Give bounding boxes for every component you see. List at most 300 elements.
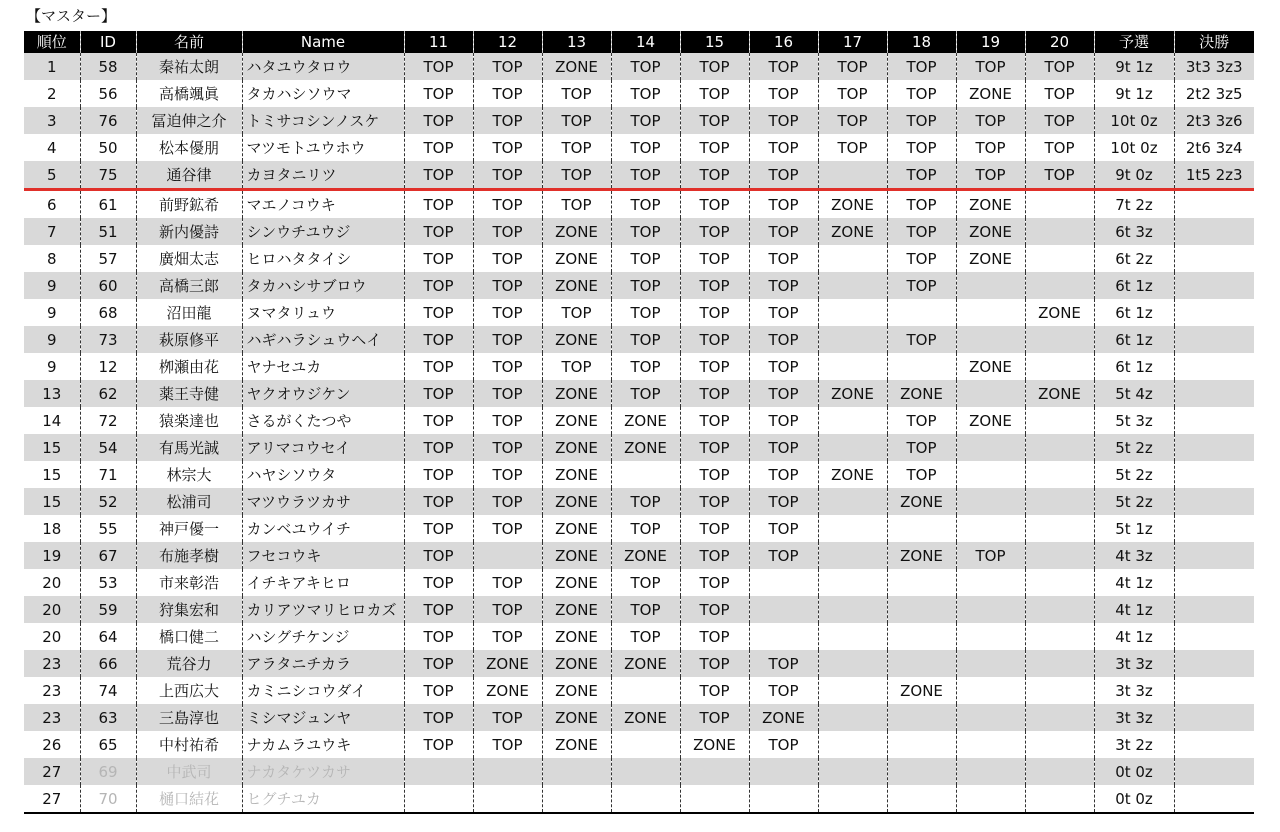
problem-12-cell[interactable]: TOP xyxy=(473,53,542,80)
problem-17-cell[interactable]: TOP xyxy=(818,53,887,80)
problem-13-cell[interactable]: ZONE xyxy=(542,245,611,272)
final-total-cell[interactable] xyxy=(1174,488,1254,515)
problem-16-cell[interactable]: TOP xyxy=(749,515,818,542)
final-total-cell[interactable]: 2t6 3z4 xyxy=(1174,134,1254,161)
problem-11-cell[interactable]: TOP xyxy=(404,53,473,80)
problem-15-cell[interactable]: TOP xyxy=(680,107,749,134)
name-cell[interactable]: 高橋颯眞 xyxy=(136,80,242,107)
final-total-cell[interactable] xyxy=(1174,326,1254,353)
problem-14-cell[interactable]: ZONE xyxy=(611,407,680,434)
problem-11-cell[interactable] xyxy=(404,758,473,785)
problem-11-cell[interactable]: TOP xyxy=(404,434,473,461)
final-total-cell[interactable] xyxy=(1174,434,1254,461)
qualifier-total-cell[interactable]: 5t 4z xyxy=(1094,380,1174,407)
qualifier-total-cell[interactable]: 6t 1z xyxy=(1094,353,1174,380)
problem-14-cell[interactable]: TOP xyxy=(611,218,680,245)
problem-16-cell[interactable]: TOP xyxy=(749,326,818,353)
rank-cell[interactable]: 27 xyxy=(24,758,80,785)
problem-15-cell[interactable]: TOP xyxy=(680,569,749,596)
problem-19-cell[interactable]: ZONE xyxy=(956,245,1025,272)
column-header[interactable]: 13 xyxy=(542,31,611,53)
qualifier-total-cell[interactable]: 3t 3z xyxy=(1094,677,1174,704)
kana-cell[interactable]: ハタユウタロウ xyxy=(242,53,404,80)
final-total-cell[interactable] xyxy=(1174,785,1254,813)
problem-15-cell[interactable]: TOP xyxy=(680,272,749,299)
rank-cell[interactable]: 15 xyxy=(24,488,80,515)
problem-18-cell[interactable] xyxy=(887,704,956,731)
problem-19-cell[interactable]: TOP xyxy=(956,53,1025,80)
name-cell[interactable]: 萩原修平 xyxy=(136,326,242,353)
kana-cell[interactable]: マエノコウキ xyxy=(242,190,404,219)
problem-20-cell[interactable] xyxy=(1025,190,1094,219)
rank-cell[interactable]: 3 xyxy=(24,107,80,134)
problem-15-cell[interactable]: TOP xyxy=(680,299,749,326)
kana-cell[interactable]: カヨタニリツ xyxy=(242,161,404,190)
name-cell[interactable]: 市来彰浩 xyxy=(136,569,242,596)
kana-cell[interactable]: ハヤシソウタ xyxy=(242,461,404,488)
id-cell[interactable]: 63 xyxy=(80,704,136,731)
rank-cell[interactable]: 9 xyxy=(24,272,80,299)
name-cell[interactable]: 樋口結花 xyxy=(136,785,242,813)
final-total-cell[interactable]: 1t5 2z3 xyxy=(1174,161,1254,190)
final-total-cell[interactable] xyxy=(1174,677,1254,704)
problem-16-cell[interactable]: TOP xyxy=(749,353,818,380)
id-cell[interactable]: 73 xyxy=(80,326,136,353)
problem-15-cell[interactable]: TOP xyxy=(680,245,749,272)
final-total-cell[interactable]: 3t3 3z3 xyxy=(1174,53,1254,80)
problem-17-cell[interactable] xyxy=(818,569,887,596)
id-cell[interactable]: 68 xyxy=(80,299,136,326)
problem-14-cell[interactable]: TOP xyxy=(611,488,680,515)
problem-18-cell[interactable] xyxy=(887,785,956,813)
problem-13-cell[interactable]: TOP xyxy=(542,161,611,190)
final-total-cell[interactable] xyxy=(1174,623,1254,650)
problem-13-cell[interactable]: ZONE xyxy=(542,434,611,461)
name-cell[interactable]: 沼田龍 xyxy=(136,299,242,326)
problem-18-cell[interactable] xyxy=(887,758,956,785)
problem-18-cell[interactable]: TOP xyxy=(887,434,956,461)
final-total-cell[interactable] xyxy=(1174,596,1254,623)
column-header[interactable]: Name xyxy=(242,31,404,53)
kana-cell[interactable]: トミサコシンノスケ xyxy=(242,107,404,134)
problem-15-cell[interactable]: TOP xyxy=(680,407,749,434)
rank-cell[interactable]: 20 xyxy=(24,623,80,650)
problem-16-cell[interactable]: TOP xyxy=(749,731,818,758)
problem-19-cell[interactable] xyxy=(956,299,1025,326)
problem-15-cell[interactable]: TOP xyxy=(680,80,749,107)
problem-19-cell[interactable]: TOP xyxy=(956,542,1025,569)
problem-16-cell[interactable] xyxy=(749,569,818,596)
problem-17-cell[interactable] xyxy=(818,245,887,272)
qualifier-total-cell[interactable]: 5t 2z xyxy=(1094,434,1174,461)
problem-15-cell[interactable]: TOP xyxy=(680,161,749,190)
rank-cell[interactable]: 2 xyxy=(24,80,80,107)
name-cell[interactable]: 冨迫伸之介 xyxy=(136,107,242,134)
problem-14-cell[interactable]: ZONE xyxy=(611,434,680,461)
kana-cell[interactable]: シンウチユウジ xyxy=(242,218,404,245)
qualifier-total-cell[interactable]: 5t 2z xyxy=(1094,461,1174,488)
problem-18-cell[interactable] xyxy=(887,650,956,677)
name-cell[interactable]: 神戸優一 xyxy=(136,515,242,542)
problem-19-cell[interactable] xyxy=(956,461,1025,488)
qualifier-total-cell[interactable]: 9t 1z xyxy=(1094,53,1174,80)
problem-20-cell[interactable] xyxy=(1025,461,1094,488)
problem-12-cell[interactable]: TOP xyxy=(473,623,542,650)
problem-14-cell[interactable]: TOP xyxy=(611,596,680,623)
problem-14-cell[interactable]: TOP xyxy=(611,326,680,353)
problem-17-cell[interactable] xyxy=(818,542,887,569)
problem-11-cell[interactable]: TOP xyxy=(404,218,473,245)
kana-cell[interactable]: アリマコウセイ xyxy=(242,434,404,461)
problem-11-cell[interactable]: TOP xyxy=(404,515,473,542)
problem-14-cell[interactable]: TOP xyxy=(611,161,680,190)
problem-20-cell[interactable] xyxy=(1025,785,1094,813)
qualifier-total-cell[interactable]: 7t 2z xyxy=(1094,190,1174,219)
problem-20-cell[interactable] xyxy=(1025,704,1094,731)
problem-17-cell[interactable] xyxy=(818,272,887,299)
qualifier-total-cell[interactable]: 4t 1z xyxy=(1094,623,1174,650)
problem-15-cell[interactable] xyxy=(680,758,749,785)
problem-18-cell[interactable]: TOP xyxy=(887,407,956,434)
qualifier-total-cell[interactable]: 6t 3z xyxy=(1094,218,1174,245)
problem-13-cell[interactable]: ZONE xyxy=(542,650,611,677)
problem-20-cell[interactable]: TOP xyxy=(1025,53,1094,80)
problem-11-cell[interactable]: TOP xyxy=(404,461,473,488)
problem-13-cell[interactable]: ZONE xyxy=(542,407,611,434)
problem-14-cell[interactable]: TOP xyxy=(611,80,680,107)
final-total-cell[interactable] xyxy=(1174,569,1254,596)
problem-17-cell[interactable] xyxy=(818,326,887,353)
kana-cell[interactable]: ヒグチユカ xyxy=(242,785,404,813)
kana-cell[interactable]: さるがくたつや xyxy=(242,407,404,434)
problem-13-cell[interactable]: ZONE xyxy=(542,623,611,650)
problem-20-cell[interactable] xyxy=(1025,596,1094,623)
problem-12-cell[interactable]: TOP xyxy=(473,80,542,107)
problem-19-cell[interactable] xyxy=(956,488,1025,515)
name-cell[interactable]: 中武司 xyxy=(136,758,242,785)
id-cell[interactable]: 70 xyxy=(80,785,136,813)
problem-16-cell[interactable] xyxy=(749,758,818,785)
qualifier-total-cell[interactable]: 6t 1z xyxy=(1094,272,1174,299)
problem-20-cell[interactable] xyxy=(1025,650,1094,677)
problem-17-cell[interactable] xyxy=(818,407,887,434)
problem-18-cell[interactable]: TOP xyxy=(887,218,956,245)
problem-18-cell[interactable]: ZONE xyxy=(887,677,956,704)
problem-12-cell[interactable]: TOP xyxy=(473,353,542,380)
id-cell[interactable]: 75 xyxy=(80,161,136,190)
name-cell[interactable]: 新内優詩 xyxy=(136,218,242,245)
name-cell[interactable]: 松浦司 xyxy=(136,488,242,515)
problem-17-cell[interactable] xyxy=(818,434,887,461)
problem-19-cell[interactable] xyxy=(956,569,1025,596)
problem-12-cell[interactable]: ZONE xyxy=(473,650,542,677)
problem-15-cell[interactable]: TOP xyxy=(680,650,749,677)
problem-13-cell[interactable]: ZONE xyxy=(542,677,611,704)
problem-15-cell[interactable]: TOP xyxy=(680,380,749,407)
problem-19-cell[interactable]: TOP xyxy=(956,134,1025,161)
problem-11-cell[interactable]: TOP xyxy=(404,623,473,650)
problem-20-cell[interactable]: TOP xyxy=(1025,80,1094,107)
problem-18-cell[interactable]: TOP xyxy=(887,461,956,488)
problem-17-cell[interactable] xyxy=(818,785,887,813)
problem-17-cell[interactable] xyxy=(818,596,887,623)
qualifier-total-cell[interactable]: 4t 1z xyxy=(1094,569,1174,596)
id-cell[interactable]: 61 xyxy=(80,190,136,219)
qualifier-total-cell[interactable]: 10t 0z xyxy=(1094,107,1174,134)
problem-15-cell[interactable]: ZONE xyxy=(680,731,749,758)
problem-12-cell[interactable]: TOP xyxy=(473,434,542,461)
problem-17-cell[interactable]: ZONE xyxy=(818,218,887,245)
column-header[interactable]: ID xyxy=(80,31,136,53)
problem-13-cell[interactable]: ZONE xyxy=(542,380,611,407)
problem-11-cell[interactable]: TOP xyxy=(404,80,473,107)
problem-19-cell[interactable]: ZONE xyxy=(956,218,1025,245)
problem-13-cell[interactable]: TOP xyxy=(542,190,611,219)
rank-cell[interactable]: 7 xyxy=(24,218,80,245)
problem-20-cell[interactable]: TOP xyxy=(1025,134,1094,161)
column-header[interactable]: 15 xyxy=(680,31,749,53)
problem-17-cell[interactable]: TOP xyxy=(818,80,887,107)
id-cell[interactable]: 57 xyxy=(80,245,136,272)
problem-18-cell[interactable] xyxy=(887,596,956,623)
id-cell[interactable]: 64 xyxy=(80,623,136,650)
problem-12-cell[interactable]: TOP xyxy=(473,515,542,542)
problem-18-cell[interactable] xyxy=(887,569,956,596)
problem-19-cell[interactable] xyxy=(956,434,1025,461)
problem-11-cell[interactable]: TOP xyxy=(404,731,473,758)
problem-16-cell[interactable]: TOP xyxy=(749,407,818,434)
problem-20-cell[interactable] xyxy=(1025,623,1094,650)
problem-11-cell[interactable]: TOP xyxy=(404,134,473,161)
problem-20-cell[interactable] xyxy=(1025,434,1094,461)
qualifier-total-cell[interactable]: 5t 3z xyxy=(1094,407,1174,434)
id-cell[interactable]: 54 xyxy=(80,434,136,461)
problem-18-cell[interactable]: TOP xyxy=(887,53,956,80)
problem-20-cell[interactable]: TOP xyxy=(1025,107,1094,134)
problem-11-cell[interactable]: TOP xyxy=(404,704,473,731)
problem-16-cell[interactable]: TOP xyxy=(749,161,818,190)
name-cell[interactable]: 中村祐希 xyxy=(136,731,242,758)
problem-13-cell[interactable]: ZONE xyxy=(542,596,611,623)
problem-16-cell[interactable]: TOP xyxy=(749,542,818,569)
problem-16-cell[interactable]: TOP xyxy=(749,53,818,80)
kana-cell[interactable]: ハシグチケンジ xyxy=(242,623,404,650)
id-cell[interactable]: 72 xyxy=(80,407,136,434)
name-cell[interactable]: 狩集宏和 xyxy=(136,596,242,623)
column-header[interactable]: 順位 xyxy=(24,31,80,53)
problem-14-cell[interactable]: TOP xyxy=(611,245,680,272)
final-total-cell[interactable]: 2t2 3z5 xyxy=(1174,80,1254,107)
problem-19-cell[interactable] xyxy=(956,677,1025,704)
problem-15-cell[interactable]: TOP xyxy=(680,515,749,542)
id-cell[interactable]: 58 xyxy=(80,53,136,80)
problem-12-cell[interactable]: TOP xyxy=(473,245,542,272)
problem-15-cell[interactable]: TOP xyxy=(680,190,749,219)
problem-13-cell[interactable]: ZONE xyxy=(542,488,611,515)
id-cell[interactable]: 62 xyxy=(80,380,136,407)
id-cell[interactable]: 71 xyxy=(80,461,136,488)
problem-17-cell[interactable] xyxy=(818,161,887,190)
problem-16-cell[interactable]: TOP xyxy=(749,107,818,134)
problem-14-cell[interactable]: TOP xyxy=(611,190,680,219)
problem-16-cell[interactable]: TOP xyxy=(749,461,818,488)
kana-cell[interactable]: タカハシソウマ xyxy=(242,80,404,107)
qualifier-total-cell[interactable]: 3t 2z xyxy=(1094,731,1174,758)
problem-15-cell[interactable]: TOP xyxy=(680,218,749,245)
kana-cell[interactable]: ヒロハタタイシ xyxy=(242,245,404,272)
final-total-cell[interactable] xyxy=(1174,272,1254,299)
id-cell[interactable]: 55 xyxy=(80,515,136,542)
problem-20-cell[interactable] xyxy=(1025,407,1094,434)
problem-16-cell[interactable]: TOP xyxy=(749,677,818,704)
problem-19-cell[interactable]: ZONE xyxy=(956,353,1025,380)
kana-cell[interactable]: フセコウキ xyxy=(242,542,404,569)
final-total-cell[interactable] xyxy=(1174,704,1254,731)
problem-20-cell[interactable] xyxy=(1025,245,1094,272)
problem-20-cell[interactable] xyxy=(1025,569,1094,596)
qualifier-total-cell[interactable]: 4t 3z xyxy=(1094,542,1174,569)
rank-cell[interactable]: 13 xyxy=(24,380,80,407)
kana-cell[interactable]: カミニシコウダイ xyxy=(242,677,404,704)
problem-15-cell[interactable]: TOP xyxy=(680,488,749,515)
problem-19-cell[interactable] xyxy=(956,623,1025,650)
problem-18-cell[interactable]: ZONE xyxy=(887,488,956,515)
problem-19-cell[interactable] xyxy=(956,731,1025,758)
problem-11-cell[interactable]: TOP xyxy=(404,407,473,434)
qualifier-total-cell[interactable]: 0t 0z xyxy=(1094,758,1174,785)
rank-cell[interactable]: 19 xyxy=(24,542,80,569)
qualifier-total-cell[interactable]: 9t 1z xyxy=(1094,80,1174,107)
id-cell[interactable]: 59 xyxy=(80,596,136,623)
problem-18-cell[interactable]: ZONE xyxy=(887,380,956,407)
qualifier-total-cell[interactable]: 6t 1z xyxy=(1094,299,1174,326)
problem-16-cell[interactable] xyxy=(749,596,818,623)
kana-cell[interactable]: イチキアキヒロ xyxy=(242,569,404,596)
id-cell[interactable]: 69 xyxy=(80,758,136,785)
problem-13-cell[interactable]: ZONE xyxy=(542,53,611,80)
problem-12-cell[interactable]: TOP xyxy=(473,161,542,190)
problem-14-cell[interactable]: TOP xyxy=(611,134,680,161)
problem-14-cell[interactable]: ZONE xyxy=(611,650,680,677)
problem-14-cell[interactable] xyxy=(611,758,680,785)
problem-11-cell[interactable]: TOP xyxy=(404,326,473,353)
problem-17-cell[interactable]: TOP xyxy=(818,107,887,134)
problem-20-cell[interactable]: ZONE xyxy=(1025,380,1094,407)
rank-cell[interactable]: 1 xyxy=(24,53,80,80)
problem-11-cell[interactable]: TOP xyxy=(404,161,473,190)
qualifier-total-cell[interactable]: 5t 2z xyxy=(1094,488,1174,515)
name-cell[interactable]: 松本優朋 xyxy=(136,134,242,161)
problem-20-cell[interactable] xyxy=(1025,731,1094,758)
id-cell[interactable]: 50 xyxy=(80,134,136,161)
problem-14-cell[interactable] xyxy=(611,731,680,758)
problem-19-cell[interactable] xyxy=(956,758,1025,785)
name-cell[interactable]: 猿楽達也 xyxy=(136,407,242,434)
name-cell[interactable]: 橋口健二 xyxy=(136,623,242,650)
rank-cell[interactable]: 8 xyxy=(24,245,80,272)
problem-13-cell[interactable]: ZONE xyxy=(542,542,611,569)
name-cell[interactable]: 布施孝樹 xyxy=(136,542,242,569)
problem-14-cell[interactable]: ZONE xyxy=(611,542,680,569)
final-total-cell[interactable]: 2t3 3z6 xyxy=(1174,107,1254,134)
id-cell[interactable]: 67 xyxy=(80,542,136,569)
name-cell[interactable]: 有馬光誠 xyxy=(136,434,242,461)
problem-17-cell[interactable]: TOP xyxy=(818,134,887,161)
problem-13-cell[interactable]: TOP xyxy=(542,80,611,107)
final-total-cell[interactable] xyxy=(1174,245,1254,272)
problem-19-cell[interactable] xyxy=(956,515,1025,542)
column-header[interactable]: 14 xyxy=(611,31,680,53)
kana-cell[interactable]: マツモトユウホウ xyxy=(242,134,404,161)
problem-11-cell[interactable]: TOP xyxy=(404,380,473,407)
qualifier-total-cell[interactable]: 5t 1z xyxy=(1094,515,1174,542)
problem-19-cell[interactable]: TOP xyxy=(956,107,1025,134)
kana-cell[interactable]: タカハシサブロウ xyxy=(242,272,404,299)
problem-12-cell[interactable]: TOP xyxy=(473,461,542,488)
final-total-cell[interactable] xyxy=(1174,758,1254,785)
problem-12-cell[interactable] xyxy=(473,785,542,813)
problem-13-cell[interactable]: TOP xyxy=(542,107,611,134)
id-cell[interactable]: 53 xyxy=(80,569,136,596)
problem-19-cell[interactable] xyxy=(956,596,1025,623)
problem-12-cell[interactable]: TOP xyxy=(473,488,542,515)
problem-17-cell[interactable] xyxy=(818,704,887,731)
problem-13-cell[interactable]: ZONE xyxy=(542,515,611,542)
problem-17-cell[interactable] xyxy=(818,299,887,326)
problem-19-cell[interactable]: ZONE xyxy=(956,80,1025,107)
name-cell[interactable]: 前野鉱希 xyxy=(136,190,242,219)
problem-18-cell[interactable] xyxy=(887,731,956,758)
final-total-cell[interactable] xyxy=(1174,380,1254,407)
problem-14-cell[interactable] xyxy=(611,461,680,488)
problem-20-cell[interactable] xyxy=(1025,758,1094,785)
kana-cell[interactable]: ナカムラユウキ xyxy=(242,731,404,758)
problem-13-cell[interactable]: ZONE xyxy=(542,272,611,299)
problem-15-cell[interactable]: TOP xyxy=(680,326,749,353)
final-total-cell[interactable] xyxy=(1174,731,1254,758)
column-header[interactable]: 20 xyxy=(1025,31,1094,53)
column-header[interactable]: 決勝 xyxy=(1174,31,1254,53)
problem-12-cell[interactable]: TOP xyxy=(473,107,542,134)
problem-16-cell[interactable]: TOP xyxy=(749,134,818,161)
rank-cell[interactable]: 27 xyxy=(24,785,80,813)
problem-20-cell[interactable]: ZONE xyxy=(1025,299,1094,326)
rank-cell[interactable]: 9 xyxy=(24,299,80,326)
id-cell[interactable]: 76 xyxy=(80,107,136,134)
qualifier-total-cell[interactable]: 9t 0z xyxy=(1094,161,1174,190)
problem-16-cell[interactable]: TOP xyxy=(749,488,818,515)
problem-18-cell[interactable]: ZONE xyxy=(887,542,956,569)
rank-cell[interactable]: 6 xyxy=(24,190,80,219)
problem-13-cell[interactable]: TOP xyxy=(542,299,611,326)
kana-cell[interactable]: ヤナセユカ xyxy=(242,353,404,380)
problem-14-cell[interactable] xyxy=(611,677,680,704)
problem-11-cell[interactable]: TOP xyxy=(404,299,473,326)
problem-12-cell[interactable]: TOP xyxy=(473,704,542,731)
problem-19-cell[interactable]: TOP xyxy=(956,161,1025,190)
column-header[interactable]: 12 xyxy=(473,31,542,53)
problem-16-cell[interactable] xyxy=(749,785,818,813)
kana-cell[interactable]: ヤクオウジケン xyxy=(242,380,404,407)
problem-16-cell[interactable]: TOP xyxy=(749,434,818,461)
problem-17-cell[interactable] xyxy=(818,650,887,677)
problem-11-cell[interactable]: TOP xyxy=(404,107,473,134)
problem-13-cell[interactable]: ZONE xyxy=(542,461,611,488)
rank-cell[interactable]: 15 xyxy=(24,434,80,461)
problem-16-cell[interactable]: TOP xyxy=(749,80,818,107)
problem-13-cell[interactable]: ZONE xyxy=(542,704,611,731)
problem-14-cell[interactable]: TOP xyxy=(611,107,680,134)
